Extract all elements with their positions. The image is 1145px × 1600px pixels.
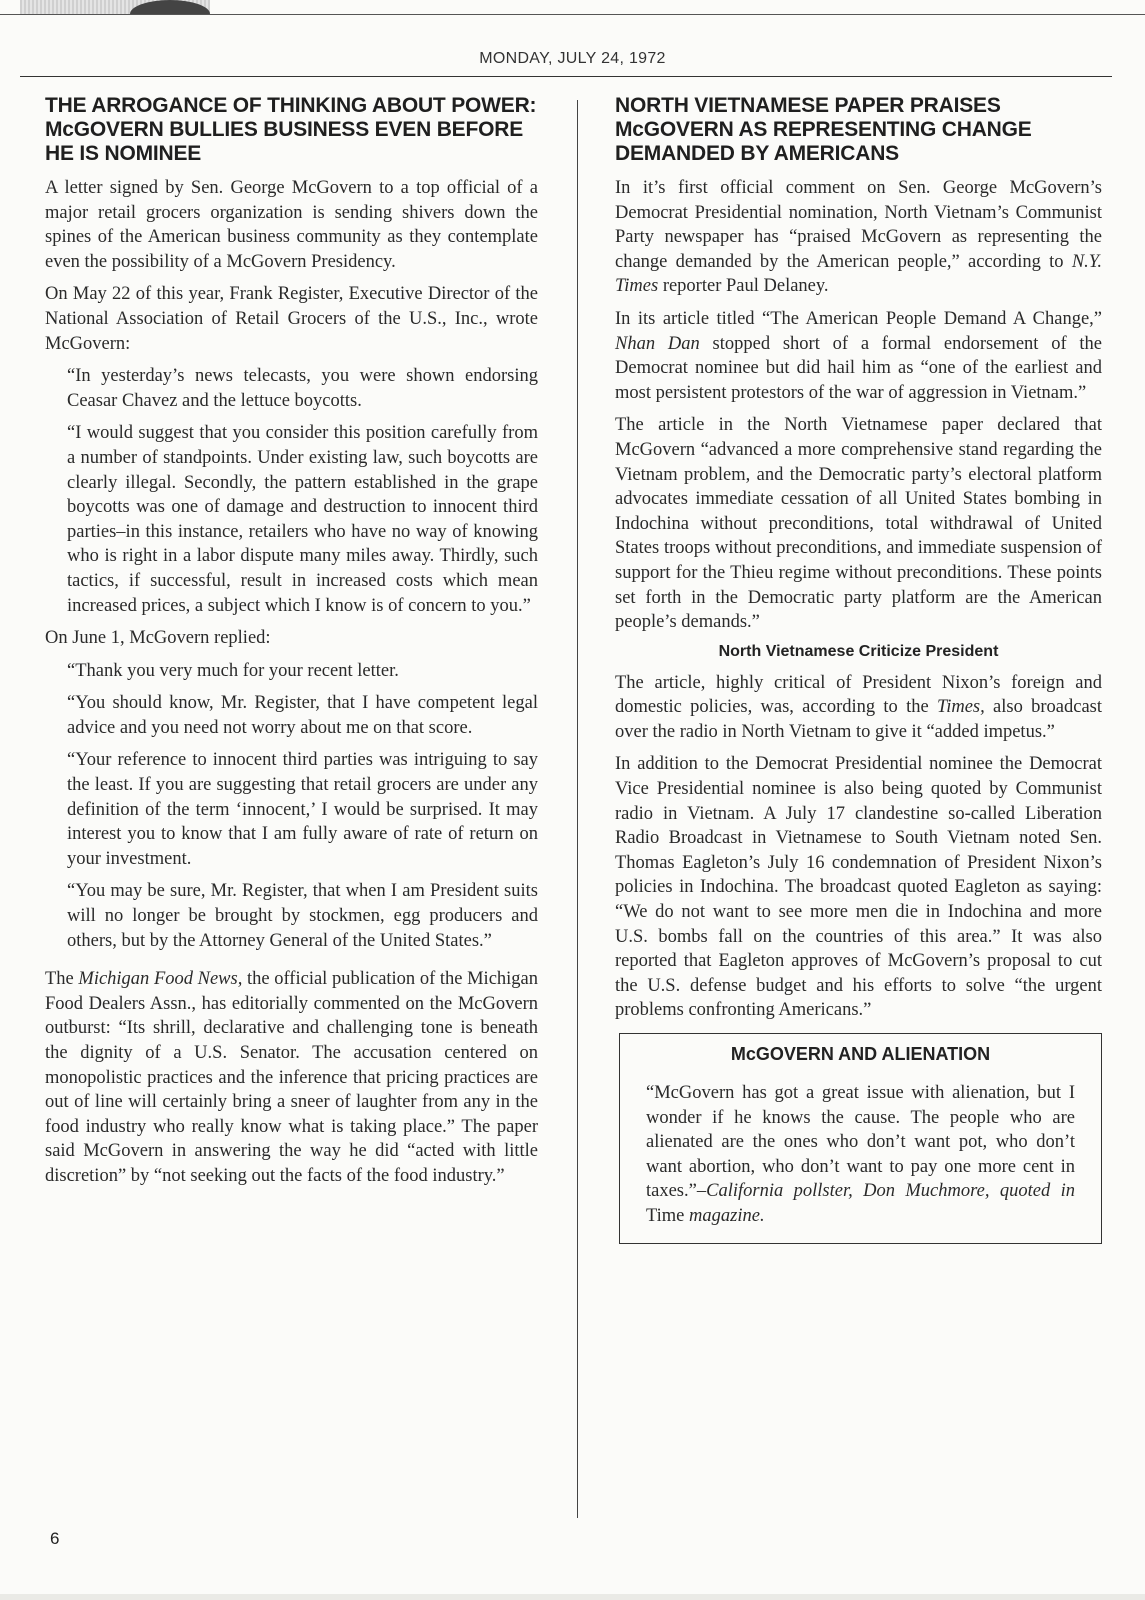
body-paragraph [615, 307, 1102, 405]
text-run: the official publication of the Michigan Food Dealers Assn., has editorially commented on the McGovern outburst: “Its shrill, declarative and challenging tone is beneath the dignity of a U.S. Senator. The accusation centered on monopolistic practices and the inference that pricing practices are out of line will certainly bring a sneer of laughter from any in the food industry who really know what is taking place.” The paper said McGovern in answering the way he did “acted with little discretion” by “not seeking out the facts of the food industry.” [45, 969, 539, 1186]
body-paragraph: On May 22 of this year, Frank Register, Executive Director of the National Association of Retail Grocers of the U.S., Inc., wrote McGovern: [45, 284, 538, 354]
text-run: reporter Paul Delaney. [658, 276, 829, 297]
subheading: North Vietnamese Criticize President [718, 642, 999, 660]
attribution: Time [646, 1205, 690, 1226]
publication-name: Michigan Food News, [78, 969, 243, 990]
body-paragraph [615, 671, 1102, 745]
left-headline: THE ARROGANCE OF THINKING ABOUT POWER: McGOVERN BULLIES BUSINESS EVEN BEFORE HE IS NOMINEE [45, 94, 537, 165]
bottom-page-edge [0, 1594, 1145, 1600]
dateline-rule [20, 76, 1112, 77]
text-run: The article, highly critical of President Nixon’s foreign and domestic policies, was, according to the [615, 672, 1102, 718]
top-edge-photo-strip [0, 0, 1145, 15]
left-article [45, 94, 538, 1197]
reply-intro: On June 1, McGovern replied: [45, 628, 271, 649]
body-paragraph: A letter signed by Sen. George McGovern to a top official of a major retail grocers organization is sending shivers down the spines of the American business community as they contemplate even the possibility of a McGovern Presidency. [45, 178, 538, 272]
text-run: also broadcast over the radio in North Vietnam to give it “added impetus.” [615, 697, 1103, 742]
text-run: In it’s first official comment on Sen. George McGovern’s Democrat Presidential nomination, North Vietnam’s Communist Party newspaper has “praised McGovern as representing the change demanded by the American people,” according to [615, 178, 1102, 272]
body-paragraph: In addition to the Democrat Presidential nominee the Democrat Vice Presidential nominee is also being quoted by Communist radio in Vietnam. A July 17 clandestine so-called Liberation Radio Broadcast in Vietnamese to South Vietnam noted Sen. Thomas Eagleton’s July 16 condemnation of President Nixon’s policies in Indochina. The broadcast quoted Eagleton as saying: “We do not want to see more men die in Indochina and more U.S. bombs fall on the countries of this area.” It was also reported that Eagleton approves of McGovern’s proposal to cut the U.S. defense budget and his efforts to solve “the urgent problems confronting Americans.” [615, 754, 1102, 1021]
text-run: The [45, 969, 79, 990]
text-run: In its article titled “The American People Demand A Change,” [615, 308, 1102, 329]
dark-shape-decoration [130, 0, 210, 28]
quote-text: “McGovern has got a great issue with alienation, but I wonder if he knows the cause. The people who are alienated are the ones who don’t want pot, who don’t want abortion, who don’t want to pay one more cent in taxes.” [646, 1083, 1075, 1202]
register-letter-quote: “In yesterday’s news telecasts, you were shown endorsing Ceasar Chavez and the lettuce boycotts. [67, 366, 538, 411]
publication-name: Nhan Dan [615, 333, 700, 354]
column-divider [577, 100, 578, 1518]
alienation-sidebar-box [619, 1033, 1102, 1244]
mcgovern-reply-quote: “Your reference to innocent third parties was intriguing to say the least. If you are suggesting that retail grocers are under any definition of the term ‘innocent,’ I would be surprised. It may interest you to know that I am fully aware of rate of return on your investment. [67, 750, 538, 869]
body-paragraph [615, 176, 1102, 299]
publication-name: Times, [936, 697, 985, 718]
mcgovern-reply-quote: “Thank you very much for your recent letter. [67, 660, 399, 681]
closing-paragraph [45, 967, 538, 1188]
right-headline: NORTH VIETNAMESE PAPER PRAISES McGOVERN AS REPRESENTING CHANGE DEMANDED BY AMERICANS [615, 94, 1032, 165]
sidebar-quote [646, 1081, 1075, 1229]
attribution: magazine. [689, 1205, 765, 1226]
mcgovern-reply-quote: “You may be sure, Mr. Register, that when I am President suits will no longer be brought by stockmen, egg producers and others, but by the Attorney General of the United States.” [67, 881, 538, 951]
publication-name: N.Y. Times [615, 251, 1102, 297]
dateline: MONDAY, JULY 24, 1972 [479, 50, 666, 67]
page-number: 6 [50, 1529, 60, 1548]
attribution: –California pollster, Don Muchmore, quoted in [696, 1181, 1075, 1202]
sidebar-title: McGOVERN AND ALIENATION [730, 1044, 991, 1064]
register-letter-quote: “I would suggest that you consider this position carefully from a number of standpoints. Under existing law, such boycotts are clearly illegal. Secondly, the pattern established in the grape boycotts was one of damage and destruction to innocent third parties–in this instance, retailers who have no way of knowing who is right in a labor dispute many miles away. Thirdly, such tactics, if successful, result in increased costs which mean increased prices, a subject which I know is of concern to you.” [67, 423, 538, 616]
mcgovern-reply-quote: “You should know, Mr. Register, that I have competent legal advice and you need not worry about me on that score. [67, 693, 538, 738]
text-run: stopped short of a formal endorsement of the Democrat nominee but did hail him as “one of the earliest and most persistent protestors of the war of aggression in Vietnam.” [615, 333, 1102, 403]
body-paragraph: The article in the North Vietnamese paper declared that McGovern “advanced a more comprehensive stand regarding the Vietnam problem, and the Democratic party’s electoral platform advocates immediate cessation of all United States bombing in Indochina without preconditions, total withdrawal of United States troops without preconditions, and immediate suspension of support for the Thieu regime without preconditions. These points set forth in the Democratic party platform are the American people’s demands.” [615, 415, 1102, 633]
right-article [615, 94, 1102, 1244]
